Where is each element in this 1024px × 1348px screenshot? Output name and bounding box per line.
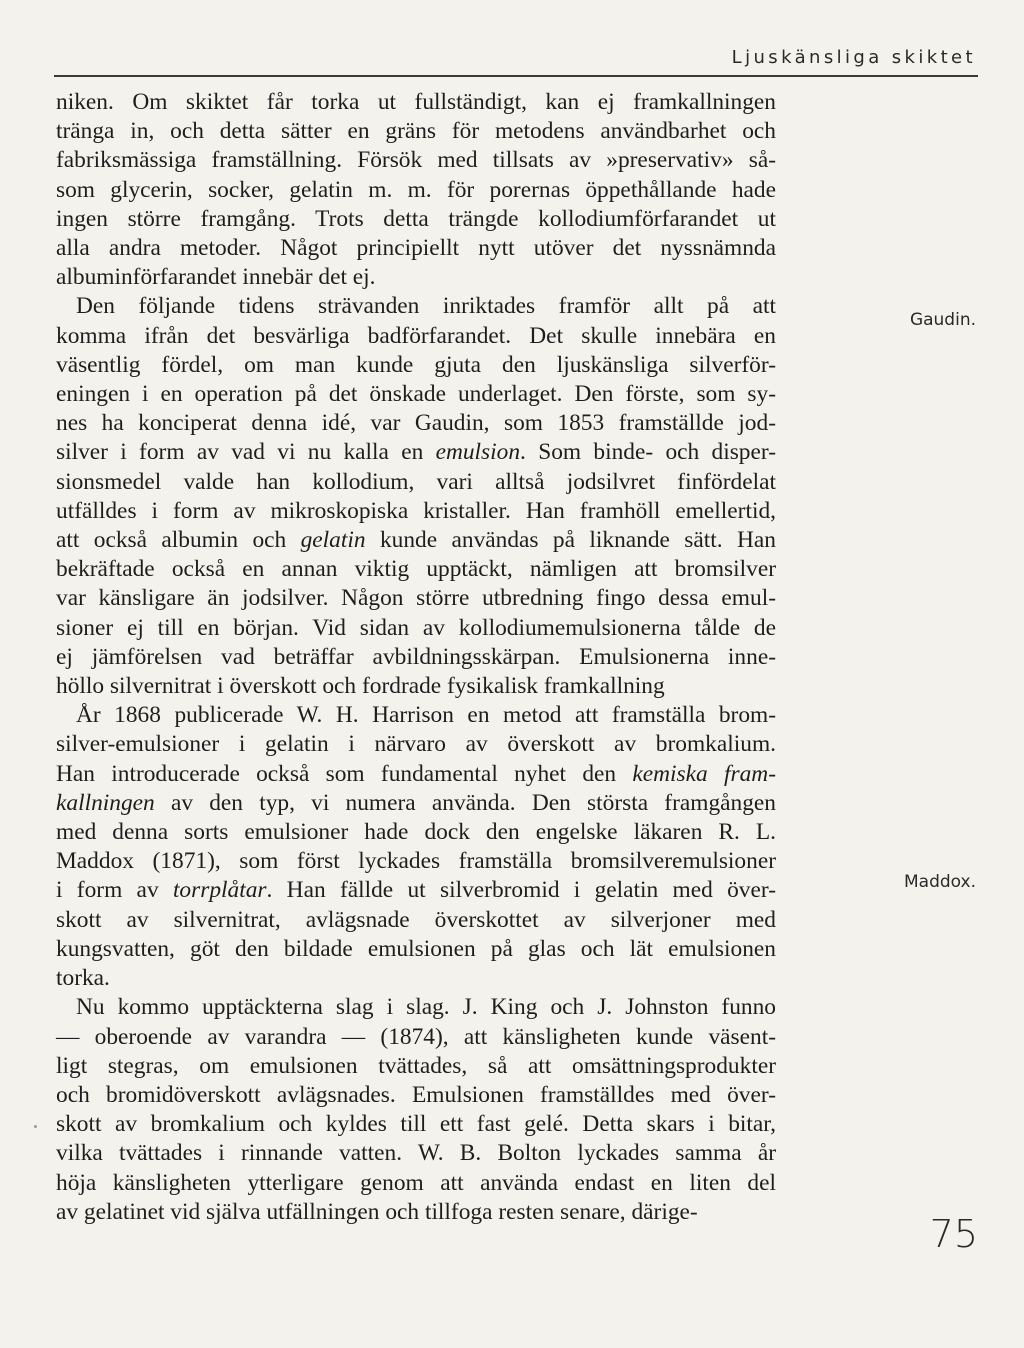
text-line: som glycerin, socker, gelatin m. m. för porernas öppethållande hade xyxy=(56,176,776,203)
text-line: Han introducerade också som fundamental nyhet den kemiska fram- xyxy=(56,760,776,787)
text-line: nes ha konciperat denna idé, var Gaudin, som 1853 framställde jod- xyxy=(56,410,776,437)
text-line: var känsligare än jodsilver. Någon större utbredning fingo dessa emul- xyxy=(56,585,776,612)
text-line: alla andra metoder. Något principiellt nytt utöver det nyssnämnda xyxy=(56,235,776,262)
text-line: Maddox (1871), som först lyckades framställa bromsilveremulsioner xyxy=(56,848,776,875)
text-line: komma ifrån det besvärliga badförfarandet. Det skulle innebära en xyxy=(56,322,776,349)
text-line: bekräftade också en annan viktig upptäckt, nämligen att bromsilver xyxy=(56,556,776,583)
margin-note-maddox: Maddox. xyxy=(903,872,976,892)
italic-term: gelatin xyxy=(300,527,366,554)
text-line: År 1868 publicerade W. H. Harrison en metod att framställa brom- xyxy=(76,702,776,729)
running-header: Ljuskänsliga skiktet xyxy=(731,47,976,68)
text-line: av gelatinet vid själva utfällningen och tillfoga resten senare, därige- xyxy=(56,1198,698,1225)
text-line: med denna sorts emulsioner hade dock den engelske läkaren R. L. xyxy=(56,819,776,846)
text-line: eningen i en operation på det önskade underlaget. Den förste, som sy- xyxy=(56,381,776,408)
text-line: höja känsligheten ytterligare genom att använda endast en liten del xyxy=(56,1169,776,1196)
text-line: ligt stegras, om emulsionen tvättades, så att omsättningsprodukter xyxy=(56,1052,776,1079)
text-line: Nu kommo upptäckterna slag i slag. J. King och J. Johnston funno xyxy=(76,994,776,1021)
text-line: torka. xyxy=(56,965,110,992)
text-line: Den följande tidens strävanden inriktades framför allt på att xyxy=(76,293,776,320)
text-line: — oberoende av varandra — (1874), att känsligheten kunde väsent- xyxy=(56,1023,776,1050)
text-line: silver i form av vad vi nu kalla en emulsion. Som binde- och disper- xyxy=(56,439,776,466)
text-line: och bromidöverskott avlägsnades. Emulsionen framställdes med över- xyxy=(56,1081,776,1108)
header-rule xyxy=(54,75,978,77)
italic-term: kemiska fram- xyxy=(632,760,776,787)
text-line: skott av bromkalium och kyldes till ett fast gelé. Detta skars i bitar, xyxy=(56,1111,776,1138)
text-line: att också albumin och gelatin kunde användas på liknande sätt. Han xyxy=(56,527,776,554)
text-line: kallningen av den typ, vi numera använda. Den största framgången xyxy=(56,789,776,816)
page-number: 75 xyxy=(929,1212,978,1256)
print-speck xyxy=(34,1125,37,1128)
text-line: väsentlig fördel, om man kunde gjuta den ljuskänsliga silverför- xyxy=(56,351,776,378)
text-line: niken. Om skiktet får torka ut fullständigt, kan ej framkallningen xyxy=(56,89,776,115)
text-line: fabriksmässiga framställning. Försök med tillsats av »preservativ» så- xyxy=(56,147,776,174)
text-line: utfälldes i form av mikroskopiska kristaller. Han framhöll emellertid, xyxy=(56,497,776,524)
text-line: ingen större framgång. Trots detta trängde kollodiumförfarandet ut xyxy=(56,205,776,232)
margin-note-gaudin: Gaudin. xyxy=(909,310,976,330)
text-line: kungsvatten, göt den bildade emulsionen på glas och lät emulsionen xyxy=(56,935,776,962)
italic-term: kallningen xyxy=(56,789,155,816)
text-line: skott av silvernitrat, avlägsnade överskottet av silverjoner med xyxy=(56,906,776,933)
text-line: albuminförfarandet innebär det ej. xyxy=(56,264,376,291)
text-line: sionsmedel valde han kollodium, vari alltså jodsilvret finfördelat xyxy=(56,468,776,495)
text-line: i form av torrplåtar. Han fällde ut silverbromid i gelatin med över- xyxy=(56,877,776,904)
text-line: ej jämförelsen vad beträffar avbildningsskärpan. Emulsionerna inne- xyxy=(56,643,776,670)
text-line: vilka tvättades i rinnande vatten. W. B. Bolton lyckades samma år xyxy=(56,1140,776,1167)
italic-term: emulsion xyxy=(435,439,521,466)
italic-term: torrplåtar xyxy=(172,877,267,904)
text-line: silver-emulsioner i gelatin i närvaro av överskott av bromkalium. xyxy=(56,731,776,758)
text-line: tränga in, och detta sätter en gräns för metodens användbarhet och xyxy=(56,118,776,145)
body-text xyxy=(56,88,776,1227)
text-line: höllo silvernitrat i överskott och fordrade fysikalisk framkallning xyxy=(56,673,665,700)
text-line: sioner ej till en början. Vid sidan av kollodiumemulsionerna tålde de xyxy=(56,614,776,641)
